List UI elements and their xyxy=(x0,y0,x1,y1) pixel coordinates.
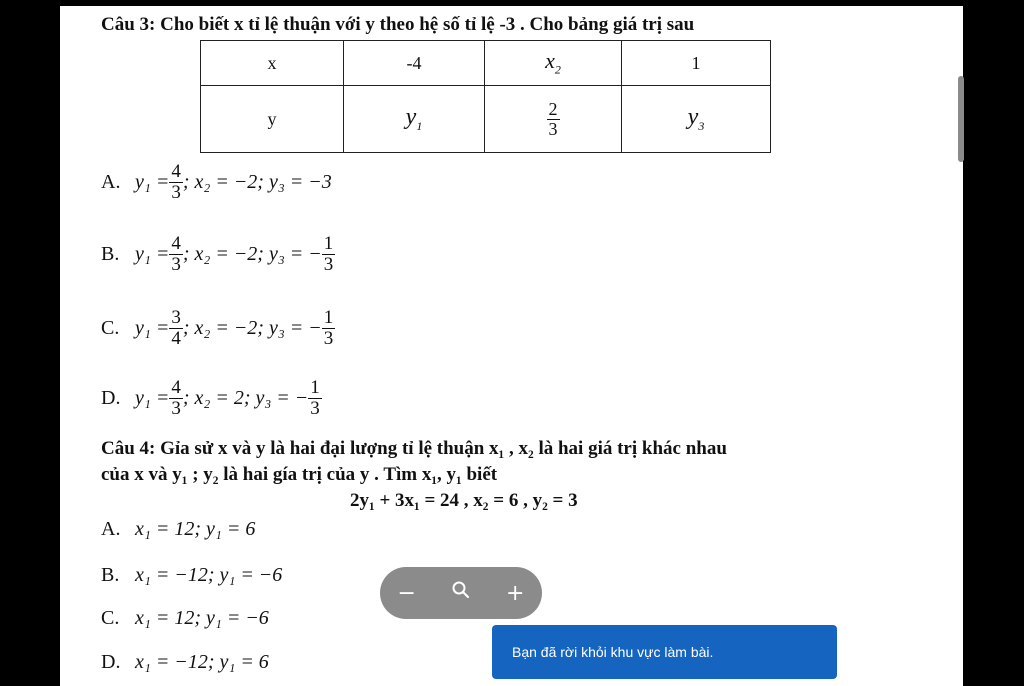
scrollbar[interactable] xyxy=(958,76,964,162)
q3-option-b: B. y₁ = $\frac{4}{3}$ ; x₂ = −2; y₃ = − $\frac{1}{3}$ xyxy=(101,233,334,275)
table-cell: $x_2$ xyxy=(485,41,622,86)
notification-toast xyxy=(492,625,837,679)
zoom-control xyxy=(380,567,542,619)
q3-option-a: A. y₁ = $\frac{4}{3}$ ; x₂ = −2; y₃ = −3 xyxy=(101,161,332,203)
toast-message: Bạn đã rời khỏi khu vực làm bài. xyxy=(512,644,714,660)
q4-option-d: D. x₁ = −12; y₁ = 6 xyxy=(101,651,269,673)
question-4-equation: 2y₁ + 3x₁ = 24 , x₂ = 6 , y₂ = 3 xyxy=(350,490,578,511)
question-4-line2: của x và y₁ ; y₂ là hai gía trị của y . Tìm x₁, y₁ biết xyxy=(101,464,498,485)
table-cell: -4 xyxy=(344,41,485,86)
table-cell: 1 xyxy=(622,41,771,86)
q4-option-a: A. x₁ = 12; y₁ = 6 xyxy=(101,518,256,540)
q4-option-b: B. x₁ = −12; y₁ = −6 xyxy=(101,564,283,586)
q3-option-c: C. y₁ = $\frac{3}{4}$ ; x₂ = −2; y₃ = − $\frac{1}{3}$ xyxy=(101,307,334,349)
value-table xyxy=(200,40,771,153)
zoom-reset-button[interactable] xyxy=(451,580,471,606)
zoom-out-button[interactable]: − xyxy=(397,580,416,606)
table-cell: y xyxy=(201,86,344,153)
search-icon xyxy=(451,580,471,600)
table-cell: $y_3$ xyxy=(622,86,771,153)
q4-option-c: C. x₁ = 12; y₁ = −6 xyxy=(101,607,269,629)
table-cell: x xyxy=(201,41,344,86)
question-3-title: Câu 3: Cho biết x tỉ lệ thuận với y theo hệ số tỉ lệ -3 . Cho bảng giá trị sau xyxy=(101,14,695,35)
table-cell: $\frac{2}{3}$ xyxy=(485,86,622,153)
table-cell: $y_1$ xyxy=(344,86,485,153)
zoom-in-button[interactable]: + xyxy=(506,580,525,606)
q3-option-d: D. y₁ = $\frac{4}{3}$ ; x₂ = 2; y₃ = − $\frac{1}{3}$ xyxy=(101,377,320,419)
question-4-title: Câu 4: Gỉa sử x và y là hai đại lượng tỉ lệ thuận x₁ , x₂ là hai giá trị khác nhau xyxy=(101,438,727,459)
